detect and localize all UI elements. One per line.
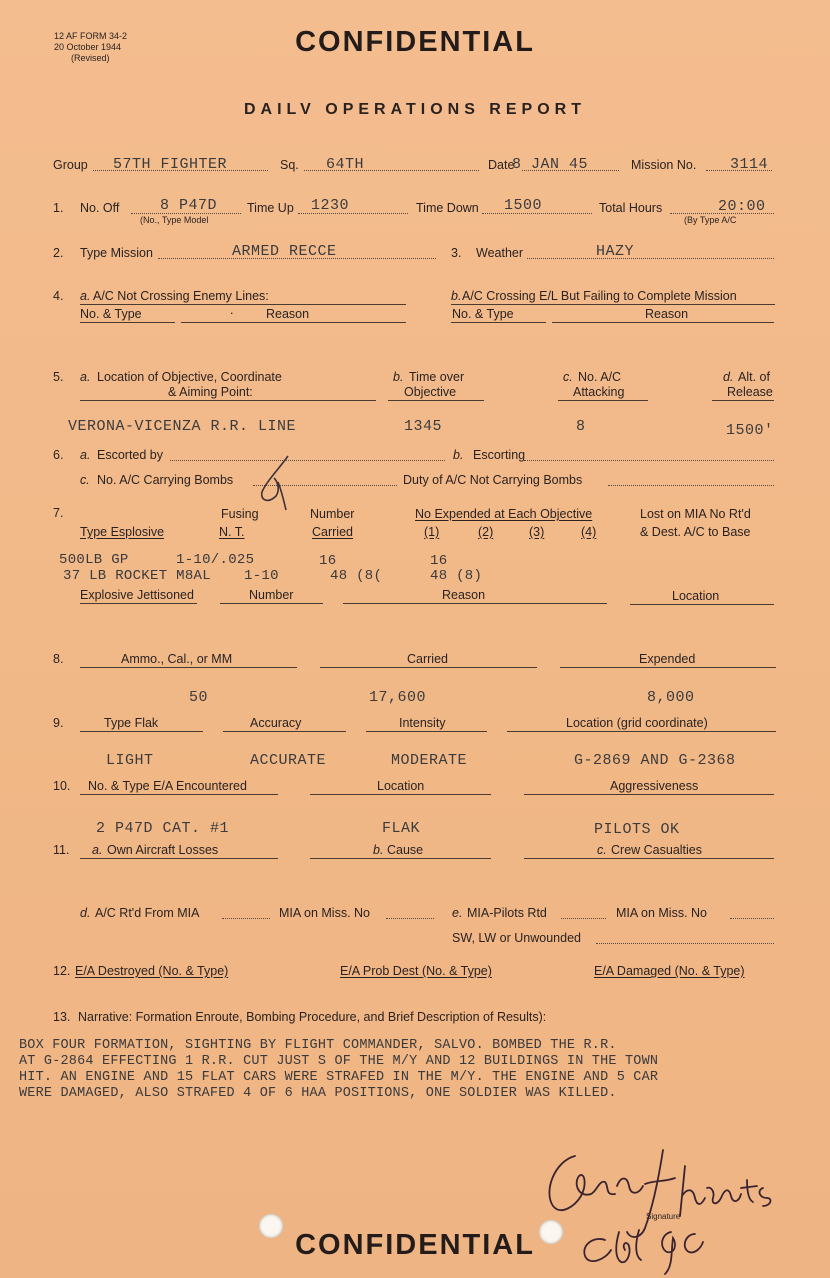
col-obj-3: (3) [529,525,545,539]
row5-a-label: a. [80,370,91,384]
narrative-line-1: BOX FOUR FORMATION, SIGHTING BY FLIGHT COMMANDER, SALVO. BOMBED THE R.R. [19,1038,617,1053]
no-off-value: 8 P47D [160,197,218,214]
carried-2: 48 (8( [330,568,383,584]
total-hours-sub: (By Type A/C [684,215,737,225]
no-off-sub: (No., Type Model [140,215,209,225]
row11-b-label: b. [373,843,384,857]
ammo-value: 50 [189,689,209,706]
row5-d-line2: Release [727,385,773,399]
row10-num: 10. [53,779,71,793]
row5-c-line1: No. A/C [578,370,622,384]
col-number-2: Carried [312,525,353,539]
row8-num: 8. [53,652,64,666]
row11-num: 11. [53,843,70,857]
ammo-expended-label: Expended [639,652,696,666]
col-obj-4: (4) [581,525,597,539]
ea-destroyed-label: E/A Destroyed (No. & Type) [75,964,229,978]
time-over-value: 1345 [404,418,443,435]
ammo-carried-value: 17,600 [369,689,427,706]
mia-miss-label-1: MIA on Miss. No [279,906,370,920]
handwritten-mark [248,452,298,512]
flak-type-label: Type Flak [104,716,159,730]
row5-b-line2: Objective [404,385,457,399]
narrative-label: Narrative: Formation Enroute, Bombing Procedure, and Brief Description of Results): [78,1010,547,1024]
row9-num: 9. [53,716,64,730]
own-losses-label: Own Aircraft Losses [107,843,219,857]
group-label: Group [53,158,88,172]
row13-num: 13. [53,1010,71,1024]
jettisoned-number: Number [249,588,294,602]
mission-label: Mission No. [631,158,697,172]
row4-reason-2: Reason [645,307,689,321]
row5-b-line1: Time over [409,370,465,384]
row11-c-label: c. [597,843,607,857]
row6-b-label: b. [453,448,464,462]
col-number-1: Number [310,507,355,521]
col-fusing-1: Fusing [221,507,259,521]
narrative-line-2: AT G-2864 EFFECTING 1 R.R. CUT JUST S OF THE M/Y AND 12 BUILDINGS IN THE TOWN [19,1054,659,1069]
row4-b-label: b. [451,289,462,303]
row11-e-label: e. [452,906,463,920]
row4-num: 4. [53,289,64,303]
row7-num: 7. [53,506,64,520]
escorting-label: Escorting [473,448,526,462]
narrative-line-4: WERE DAMAGED, ALSO STRAFED 4 OF 6 HAA POSITIONS, ONE SOLDIER WAS KILLED. [19,1086,617,1101]
row5-num: 5. [53,370,64,384]
attacking-value: 8 [576,418,586,435]
fusing-1: 1-10/.025 [176,552,255,568]
flak-intensity-value: MODERATE [391,752,468,769]
flak-location-label: Location (grid coordinate) [566,716,708,730]
fusing-2: 1-10 [244,568,279,584]
punch-hole-right [539,1220,563,1244]
crew-casualties-value: PILOTS OK [594,821,680,838]
form-revised: (Revised) [71,53,110,63]
time-down-label: Time Down [416,201,479,215]
expended-2: 48 (8) [430,568,483,584]
no-off-label: No. Off [80,201,120,215]
col-fusing-2: N. T. [219,525,245,539]
total-hours-value: 20:00 [718,198,766,215]
mia-miss-label-2: MIA on Miss. No [616,906,707,920]
cause-value: FLAK [382,820,421,837]
ammo-label: Ammo., Cal., or MM [121,652,233,666]
explosive-type-1: 500LB GP [59,552,129,568]
row5-d-line1: Alt. of [738,370,770,384]
total-hours-label: Total Hours [599,201,663,215]
mia-pilots-rtd-label: MIA-Pilots Rtd [467,906,547,920]
ea-damaged-label: E/A Damaged (No. & Type) [594,964,745,978]
type-mission-value: ARMED RECCE [232,243,337,260]
row5-c-line2: Attacking [573,385,625,399]
ammo-expended-value: 8,000 [647,689,695,706]
flak-accuracy-value: ACCURATE [250,752,327,769]
date-value: 8 JAN 45 [512,156,589,173]
carried-1: 16 [319,553,337,569]
weather-value: HAZY [596,243,635,260]
row4-a-label: a. [80,289,91,303]
flak-type-value: LIGHT [106,752,154,769]
row3-num: 3. [451,246,462,260]
own-losses-value: 2 P47D CAT. #1 [96,820,230,837]
row4-no-type-1: No. & Type [80,307,142,321]
narrative-line-3: HIT. AN ENGINE AND 15 FLAT CARS WERE STRAFED IN THE M/Y. THE ENGINE AND 5 CAR [19,1070,659,1085]
sq-value: 64TH [326,156,365,173]
signature-label: Signature [646,1212,681,1221]
form-date: 20 October 1944 [54,42,122,52]
row4-b-text: A/C Crossing E/L But Failing to Complete Mission [462,289,737,303]
classification-top: CONFIDENTIAL [295,26,535,58]
time-up-label: Time Up [247,201,294,215]
date-label: Date [488,158,515,172]
carrying-bombs-label: No. A/C Carrying Bombs [97,473,234,487]
row11-d-label: d. [80,906,91,920]
altitude-value: 1500' [726,422,774,439]
col-type-explosive: Type Esplosive [80,525,165,539]
weather-label: Weather [476,246,524,260]
duty-label: Duty of A/C Not Carrying Bombs [403,473,583,487]
mission-value: 3114 [730,156,769,173]
row11-a-label: a. [92,843,103,857]
cause-label: Cause [387,843,424,857]
col-lost-2: & Dest. A/C to Base [640,525,751,539]
row2-num: 2. [53,246,64,260]
row6-c-label: c. [80,473,90,487]
escorted-label: Escorted by [97,448,164,462]
row4-reason-1: Reason [266,307,310,321]
punch-hole-left [259,1214,283,1238]
group-value: 57TH FIGHTER [113,156,228,173]
jettisoned-location: Location [672,589,720,603]
row5-d-label: d. [723,370,734,384]
row4-mark: . [230,303,234,317]
crew-casualties-label: Crew Casualties [611,843,703,857]
col-obj-1: (1) [424,525,440,539]
row5-a-line1: Location of Objective, Coordinate [97,370,282,384]
form-id: 12 AF FORM 34-2 [54,31,128,41]
col-expended: No Expended at Each Objective [415,507,593,521]
sq-label: Sq. [280,158,299,172]
time-up-value: 1230 [311,197,350,214]
sw-lw-label: SW, LW or Unwounded [452,931,581,945]
row4-no-type-2: No. & Type [452,307,514,321]
ea-aggressiveness-label: Aggressiveness [610,779,699,793]
row5-b-label: b. [393,370,404,384]
explosive-type-2: 37 LB ROCKET M8AL [63,568,211,584]
flak-location-value: G-2869 AND G-2368 [574,752,736,769]
row6-a-label: a. [80,448,91,462]
expended-1: 16 [430,553,448,569]
report-title: DAILV OPERATIONS REPORT [244,101,586,118]
col-obj-2: (2) [478,525,494,539]
objective-location-value: VERONA-VICENZA R.R. LINE [68,418,297,435]
row1-num: 1. [53,201,64,215]
ea-prob-label: E/A Prob Dest (No. & Type) [340,964,492,978]
classification-bottom: CONFIDENTIAL [295,1229,535,1261]
ea-location-label: Location [377,779,425,793]
col-lost-1: Lost on MIA No Rt'd [640,507,751,521]
row12-num: 12. [53,964,71,978]
time-down-value: 1500 [504,197,543,214]
type-mission-label: Type Mission [80,246,153,260]
ac-rtd-label: A/C Rt'd From MIA [95,906,200,920]
row5-c-label: c. [563,370,573,384]
jettisoned-label: Explosive Jettisoned [80,588,194,602]
jettisoned-reason: Reason [442,588,486,602]
row6-num: 6. [53,448,64,462]
row4-a-text: A/C Not Crossing Enemy Lines: [93,289,269,303]
flak-accuracy-label: Accuracy [250,716,302,730]
flak-intensity-label: Intensity [399,716,446,730]
row5-a-line2: & Aiming Point: [168,385,253,399]
ea-encountered-label: No. & Type E/A Encountered [88,779,247,793]
ammo-carried-label: Carried [407,652,448,666]
